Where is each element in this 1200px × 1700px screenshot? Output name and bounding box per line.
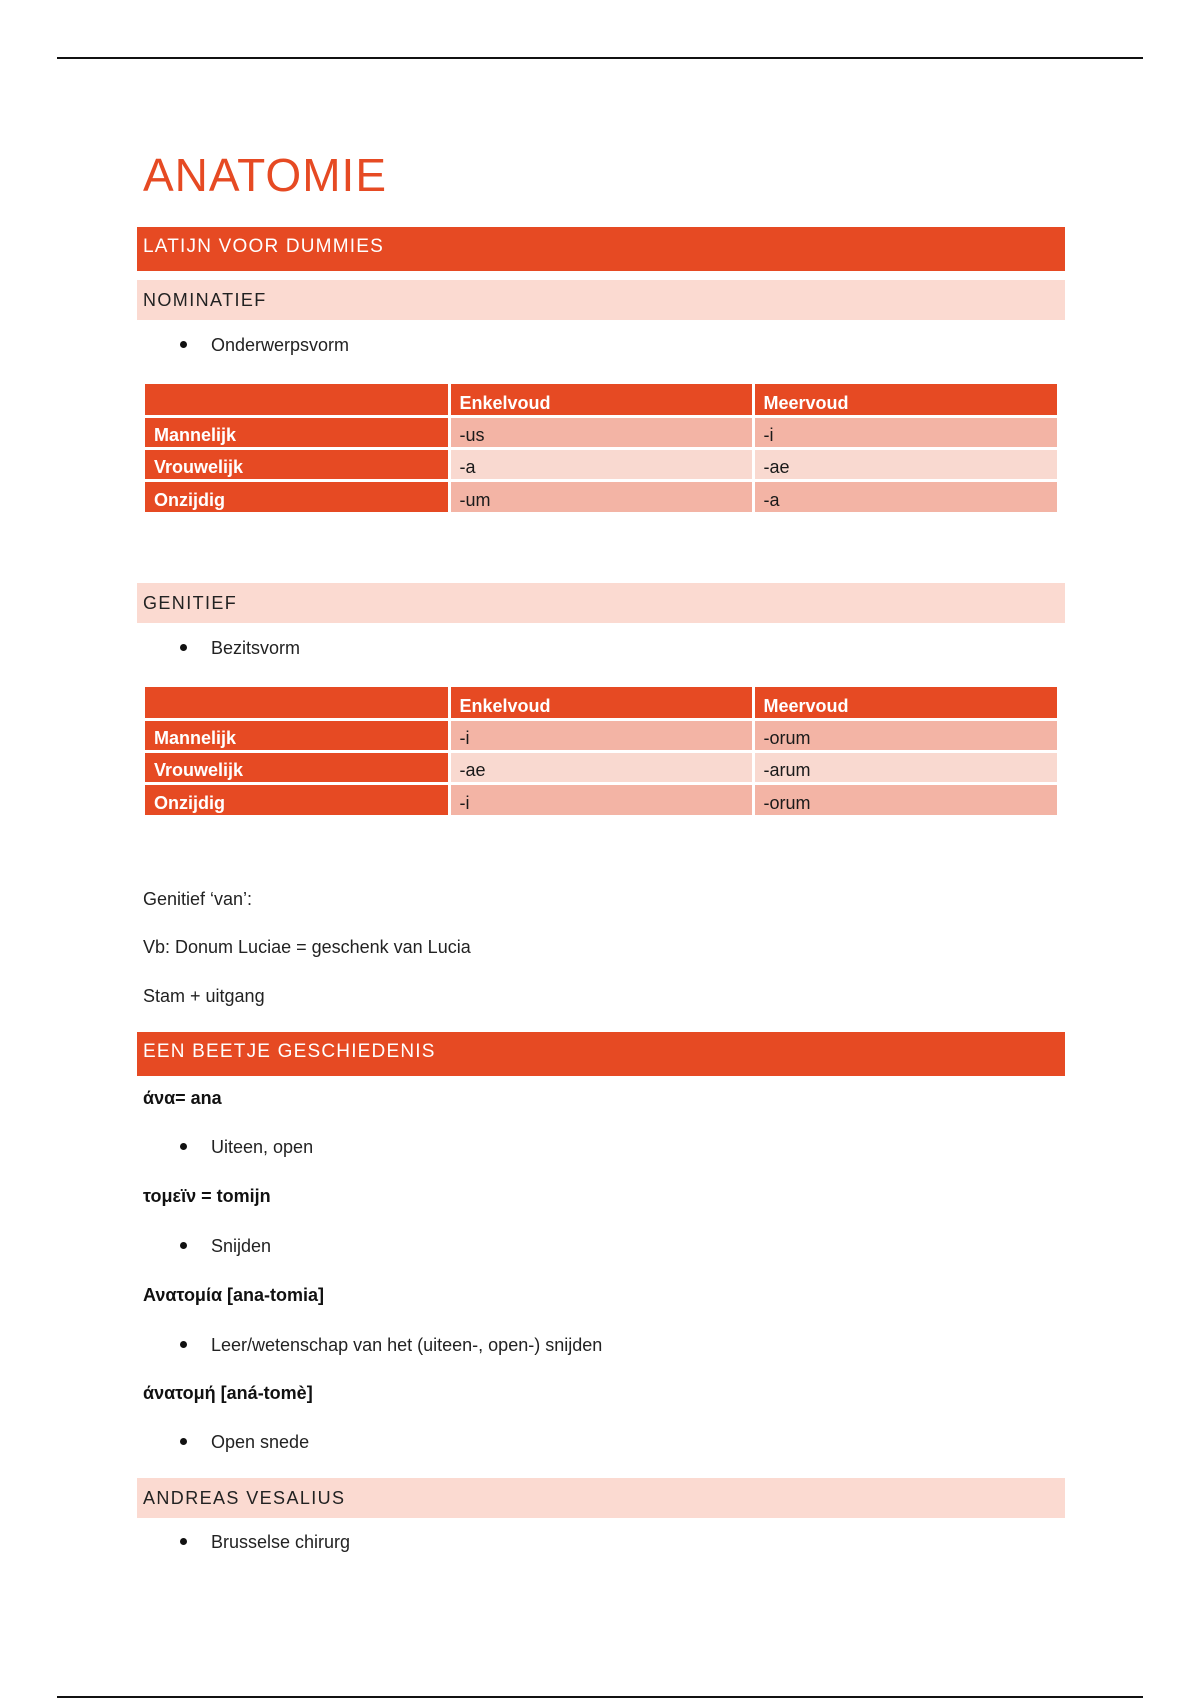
top-rule (57, 57, 1143, 59)
subheading-genitief: GENITIEF (137, 583, 1065, 623)
bullet-icon (180, 1341, 187, 1348)
list-item: Leer/wetenschap van het (uiteen-, open-) snijden (180, 1333, 602, 1357)
nominatief-table (145, 384, 1057, 512)
bullet-icon (180, 1242, 187, 1249)
note-text: Vb: Donum Luciae = geschenk van Lucia (143, 937, 471, 957)
table-row (145, 719, 1057, 751)
row-header: Mannelijk (145, 416, 449, 448)
subheading-vesalius: ANDREAS VESALIUS (137, 1478, 1065, 1518)
bullet-icon (180, 341, 187, 348)
bullet-icon (180, 1538, 187, 1545)
list-item: Bezitsvorm (180, 636, 300, 660)
table-row (145, 783, 1057, 815)
row-header: Vrouwelijk (145, 448, 449, 480)
row-header: Vrouwelijk (145, 751, 449, 783)
bullet-icon (180, 1438, 187, 1445)
list-item: Onderwerpsvorm (180, 333, 349, 357)
table-cell: -ae (449, 751, 753, 783)
term-heading: άνα= ana (143, 1088, 222, 1108)
table-row (145, 480, 1057, 512)
note-text: Stam + uitgang (143, 986, 265, 1006)
term-heading: Ανατομία [ana-tomia] (143, 1285, 325, 1305)
row-header: Onzijdig (145, 783, 449, 815)
table-cell: -orum (753, 783, 1057, 815)
subheading-nominatief: NOMINATIEF (137, 280, 1065, 320)
bullet-icon (180, 1143, 187, 1150)
table-corner (145, 384, 449, 416)
column-header: Enkelvoud (449, 384, 753, 416)
bullet-icon (180, 644, 187, 651)
column-header: Enkelvoud (449, 687, 753, 719)
column-header: Meervoud (753, 384, 1057, 416)
term-heading: άνατομή [aná-tomè] (143, 1383, 313, 1403)
table-cell: -i (449, 783, 753, 815)
table-corner (145, 687, 449, 719)
table-cell: -i (753, 416, 1057, 448)
term-heading: τομεϊν = tomijn (143, 1186, 271, 1206)
list-item: Open snede (180, 1430, 309, 1454)
table-cell: -i (449, 719, 753, 751)
row-header: Onzijdig (145, 480, 449, 512)
list-item: Snijden (180, 1234, 271, 1258)
table-cell: -arum (753, 751, 1057, 783)
bottom-rule (57, 1696, 1143, 1698)
section-heading-latijn: LATIJN VOOR DUMMIES (137, 227, 1065, 271)
table-row (145, 416, 1057, 448)
table-cell: -orum (753, 719, 1057, 751)
note-text: Genitief ‘van’: (143, 889, 253, 909)
table-cell: -ae (753, 448, 1057, 480)
table-row (145, 751, 1057, 783)
section-heading-geschiedenis: EEN BEETJE GESCHIEDENIS (137, 1032, 1065, 1076)
list-item: Brusselse chirurg (180, 1530, 350, 1554)
table-cell: -a (449, 448, 753, 480)
column-header: Meervoud (753, 687, 1057, 719)
table-cell: -a (753, 480, 1057, 512)
table-cell: -um (449, 480, 753, 512)
list-item: Uiteen, open (180, 1135, 313, 1159)
table-row (145, 448, 1057, 480)
table-cell: -us (449, 416, 753, 448)
page-title: ANATOMIE (143, 149, 387, 201)
genitief-table (145, 687, 1057, 815)
row-header: Mannelijk (145, 719, 449, 751)
